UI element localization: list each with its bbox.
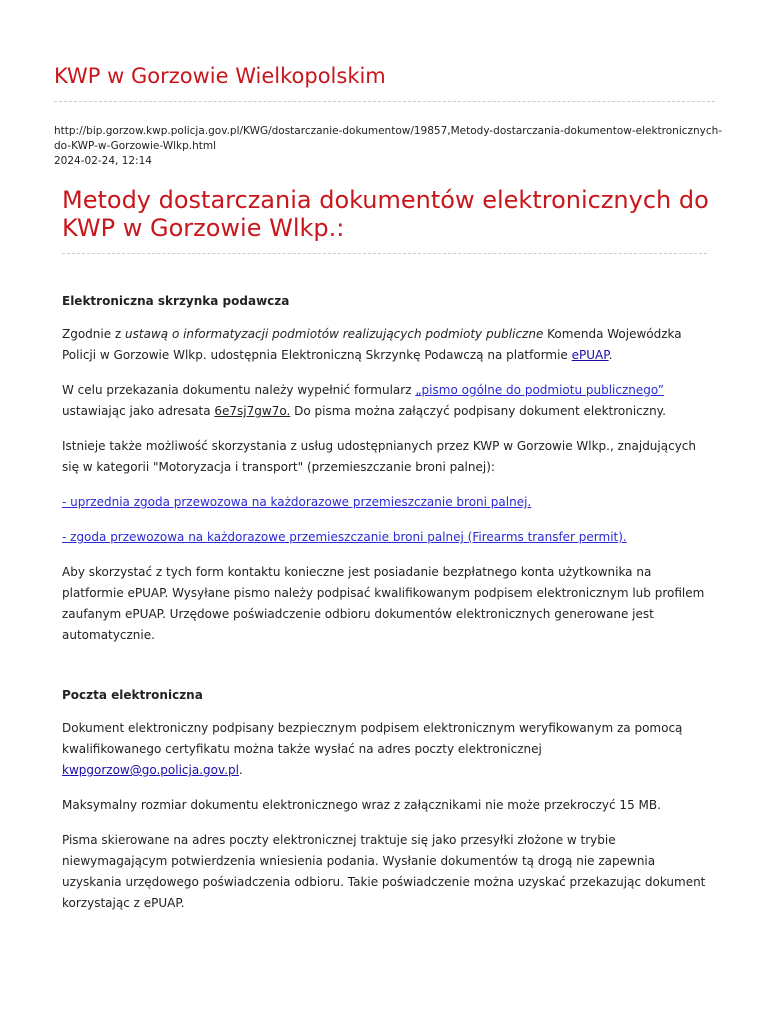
text-segment: Dokument elektroniczny podpisany bezpiecznym podpisem elektronicznym weryfikowanym za pomocą kwalifikowanego certyfikatu można także wysłać na adres poczty elektronicznej bbox=[62, 721, 683, 756]
transport-permit-link[interactable]: - zgoda przewozowa na każdorazowe przemieszczanie broni palnej (Firearms transfer permit). bbox=[62, 530, 627, 544]
text-segment: W celu przekazania dokumentu należy wypełnić formularz bbox=[62, 383, 416, 397]
email-link[interactable]: kwpgorzow@go.policja.gov.pl bbox=[62, 763, 239, 777]
text-segment: ustawiając jako adresata bbox=[62, 404, 215, 418]
paragraph-services: Istnieje także możliwość skorzystania z usług udostępnianych przez KWP w Gorzowie Wlkp., znajdujących się w kategorii "Motoryzacja i transport" (przemieszczanie broni palnej): bbox=[62, 439, 697, 474]
paragraph-account-info: Aby skorzystać z tych form kontaktu konieczne jest posiadanie bezpłatnego konta użytkownika na platformie ePUAP. Wysyłane pismo należy podpisać kwalifikowanym podpisem elektronicznym lub profilem zaufanym ePUAP. Urzędowe poświadczenie odbioru dokumentów elektronicznych generowane jest automatycznie. bbox=[62, 565, 705, 642]
page-meta bbox=[54, 124, 724, 169]
source-url: http://bip.gorzow.kwp.policja.gov.pl/KWG/dostarczanie-dokumentow/19857,Metody-dostarczania-dokumentow-elektronicznych-do-KWP-w-Gorzowie-Wlkp.html bbox=[54, 125, 723, 152]
header-divider bbox=[54, 101, 715, 102]
paragraph-size-limit: Maksymalny rozmiar dokumentu elektronicznego wraz z załącznikami nie może przekroczyć 15 MB. bbox=[62, 798, 661, 812]
text-segment: . bbox=[608, 348, 613, 362]
section-heading-epuap: Elektroniczna skrzynka podawcza bbox=[62, 294, 290, 308]
epuap-address: 6e7sj7gw7o. bbox=[214, 404, 291, 418]
paragraph-form-instructions bbox=[62, 380, 710, 422]
text-segment: Komenda Wojewódzka Policji w Gorzowie Wlkp. udostępnia Elektroniczną Skrzynkę Podawczą na platformie bbox=[62, 327, 682, 362]
text-segment: Zgodnie z bbox=[62, 327, 126, 341]
paragraph-email-intro bbox=[62, 718, 710, 781]
act-name: ustawą o informatyzacji podmiotów realizujących podmioty publiczne bbox=[125, 327, 544, 341]
text-segment: Do pisma można załączyć podpisany dokument elektroniczny. bbox=[290, 404, 666, 418]
paragraph-link1 bbox=[62, 492, 710, 513]
paragraph-email-notice: Pisma skierowane na adres poczty elektronicznej traktuje się jako przesyłki złożone w trybie niewymagającym potwierdzenia wniesienia podania. Wysłanie dokumentów tą drogą nie zapewnia uzyskania urzędowego poświadczenia odbioru. Takie poświadczenie można uzyskać przekazując dokument korzystając z ePUAP. bbox=[62, 833, 706, 910]
paragraph-epuap-intro bbox=[62, 324, 710, 366]
text-segment: . bbox=[238, 763, 243, 777]
print-date: 2024-02-24, 12:14 bbox=[54, 155, 152, 167]
general-letter-form-link[interactable]: „pismo ogólne do podmiotu publicznego” bbox=[415, 383, 665, 397]
section-heading-email: Poczta elektroniczna bbox=[62, 688, 203, 702]
article-title: Metody dostarczania dokumentów elektronicznych do KWP w Gorzowie Wlkp.: bbox=[62, 186, 709, 242]
title-divider bbox=[62, 253, 707, 254]
site-title: KWP w Gorzowie Wielkopolskim bbox=[54, 64, 386, 88]
epuap-link[interactable]: ePUAP bbox=[571, 348, 609, 362]
prior-transport-permit-link[interactable]: - uprzednia zgoda przewozowa na każdorazowe przemieszczanie broni palnej. bbox=[62, 495, 532, 509]
paragraph-link2 bbox=[62, 527, 710, 548]
article-content bbox=[62, 292, 710, 928]
